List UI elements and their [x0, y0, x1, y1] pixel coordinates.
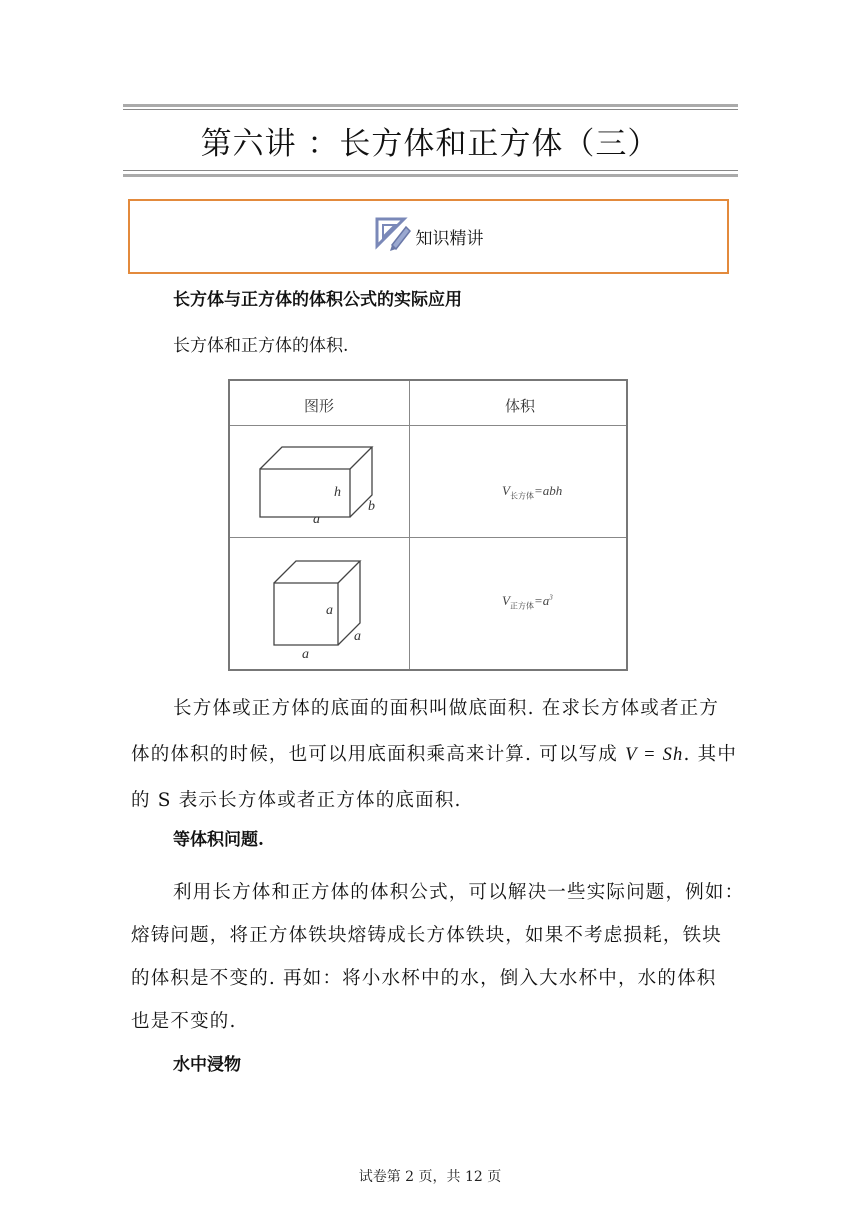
- intro-text: 长方体和正方体的体积.: [173, 336, 349, 356]
- paragraph-line: 熔铸问题，将正方体铁块熔铸成长方体铁块，如果不考虑损耗，铁块: [131, 925, 723, 946]
- paragraph-line: 也是不变的.: [131, 1011, 237, 1032]
- table-header-divider: [230, 425, 626, 426]
- cuboid-volume-formula: $V_{长方体}=abh$: [502, 483, 563, 501]
- table-row-divider: [230, 537, 626, 538]
- title-rule-top-thin: [123, 109, 738, 110]
- page-footer: 试卷第 2 页，共 12 页: [358, 1169, 502, 1185]
- knowledge-section-box: [128, 199, 729, 274]
- cuboid-figure: [250, 439, 390, 533]
- title-rule-bottom-thin: [123, 170, 738, 171]
- volume-formula-inline: V = Sh: [625, 745, 684, 765]
- title-rule-top: [123, 104, 738, 107]
- paragraph-line: 体的体积的时候，也可以用底面积乘高来计算. 可以写成 V = Sh. 其中: [131, 744, 738, 765]
- section-heading-equal-volume: 等体积问题.: [173, 830, 264, 850]
- cube-volume-formula: $V_{正方体}=a^3$: [502, 593, 553, 611]
- knowledge-section-label: 知识精讲: [415, 229, 484, 249]
- volume-table: [228, 379, 628, 671]
- cube-label-width: a: [302, 647, 309, 662]
- table-header-volume: 体积: [505, 397, 536, 415]
- paragraph-line: 的 S 表示长方体或者正方体的底面积.: [131, 790, 462, 811]
- cuboid-label-h: h: [334, 485, 341, 500]
- section-heading-submerged-objects: 水中浸物: [173, 1055, 241, 1075]
- cube-figure: [268, 553, 368, 657]
- page-title: 第六讲 ：长方体和正方体（三）: [200, 126, 660, 162]
- cuboid-label-a: a: [313, 512, 320, 527]
- table-header-shape: 图形: [304, 397, 335, 415]
- paragraph-line: 的体积是不变的. 再如：将小水杯中的水，倒入大水杯中，水的体积: [131, 968, 717, 989]
- paragraph-line: 利用长方体和正方体的体积公式，可以解决一些实际问题，例如：: [173, 882, 745, 903]
- title-rule-bottom: [123, 174, 738, 177]
- section-heading-volume-formulas: 长方体与正方体的体积公式的实际应用: [173, 290, 462, 310]
- pencil-ruler-icon: [374, 215, 412, 259]
- cube-label-depth: a: [354, 629, 361, 644]
- cube-label-height: a: [326, 603, 333, 618]
- paragraph-line: 长方体或正方体的底面的面积叫做底面积. 在求长方体或者正方: [173, 698, 720, 719]
- cuboid-label-b: b: [368, 499, 375, 514]
